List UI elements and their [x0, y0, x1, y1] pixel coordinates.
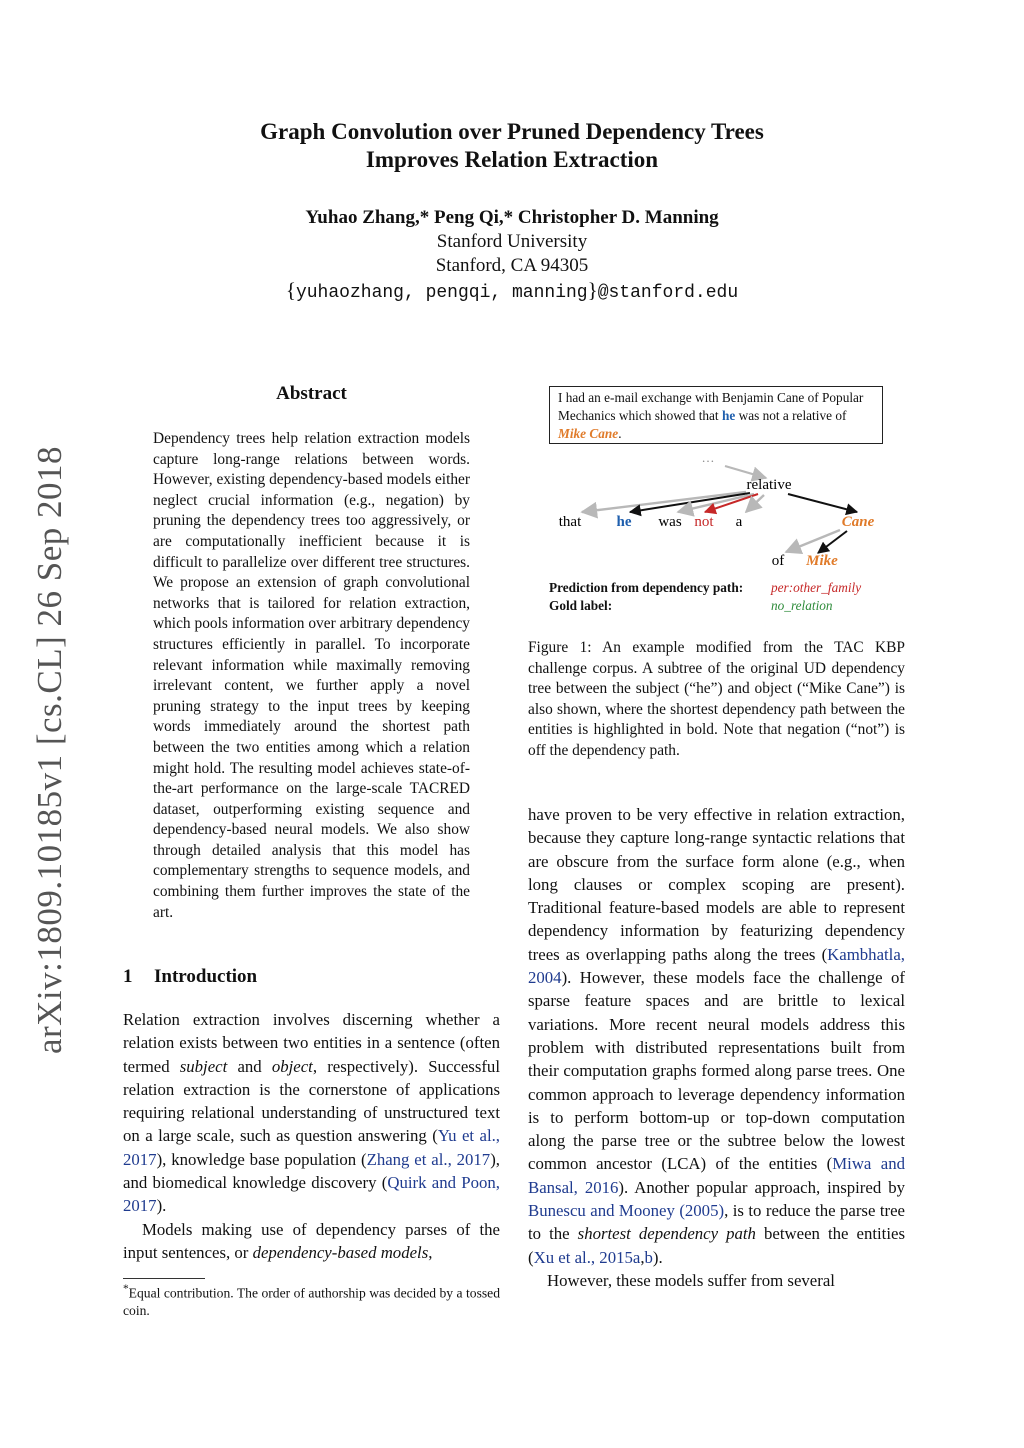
dependency-tree-svg: [520, 448, 900, 578]
footnote-text: Equal contribution. The order of authorship was decided by a tossed coin.: [123, 1285, 500, 1318]
footnote-divider: [123, 1278, 205, 1279]
figure-sentence-box: [549, 386, 883, 444]
paper-title: [0, 118, 1024, 174]
text-run: ), and biomedical knowledge discovery (: [123, 1149, 500, 1193]
tree-root-relative: relative: [746, 477, 792, 493]
term-object: object: [271, 1056, 313, 1076]
text-run: and: [227, 1056, 272, 1076]
text-run: ,: [640, 1247, 645, 1267]
citation-link[interactable]: Miwa and Bansal, 2016: [528, 1154, 905, 1197]
tree-ellipsis: …: [701, 450, 715, 465]
abstract-heading: Abstract: [276, 383, 347, 404]
prediction-value: per:other_family: [771, 580, 862, 595]
text-run: ). Another popular approach, inspired by: [618, 1177, 905, 1197]
edge-cane-of: [786, 530, 840, 552]
title-line-2: Improves Relation Extraction: [365, 147, 659, 172]
text-run: Models making use of dependency parses of the input sentences, or: [123, 1219, 500, 1262]
tree-word-that: that: [558, 514, 582, 530]
figure-caption: Figure 1: An example modified from the TAC KBP challenge corpus. A subtree of the original UD dependency tree between the subject (“he”) and object (“Mike Cane”) is also shown, where the shortest dependency path between the entities is highlighted in bold. Note that negation (“not”) is off the dependency path.: [528, 639, 905, 759]
footnote: [123, 1281, 500, 1319]
section-title: Introduction: [154, 966, 258, 987]
text-run: , respectively). Successful relation extraction is the cornerstone of applications requiring relational understanding of unstructured text on a large scale, such as question answering (: [123, 1056, 500, 1146]
intro-paragraph-2: [123, 1218, 500, 1265]
tree-word-mike: Mike: [806, 553, 838, 569]
text-run: ,: [428, 1242, 433, 1262]
affiliation: Stanford University: [436, 231, 588, 252]
citation-link[interactable]: Kambhatla, 2004: [528, 944, 905, 988]
right-paragraph-2: However, these models suffer from several: [547, 1270, 835, 1290]
tree-word-not: not: [694, 514, 714, 530]
section-number: 1: [123, 966, 133, 987]
text-run: was not a relative of: [735, 408, 847, 423]
email-brace-open: {: [285, 278, 296, 302]
text-run: ), knowledge base population (: [156, 1149, 367, 1169]
prediction-label: Prediction from dependency path:: [549, 580, 744, 595]
left-column-text: [123, 1008, 500, 1264]
arxiv-identifier: arXiv:1809.10185v1 [cs.CL] 26 Sep 2018: [30, 445, 69, 1055]
citation-link[interactable]: Xu et al., 2015a: [533, 1247, 641, 1267]
author-block: [0, 206, 1024, 305]
email-names: yuhaozhang, pengqi, manning: [295, 283, 588, 303]
citation-link[interactable]: Quirk and Poon, 2017: [123, 1173, 500, 1216]
text-run: Relation extraction involves discerning whether a relation exists between two entities in a sentence (often termed: [123, 1010, 500, 1076]
abstract-text: Dependency trees help relation extraction models capture long-range relations between words. However, existing dependency-based models either neglect crucial information (e.g., negation) by pruning the dependency trees too aggressively, or are computationally inefficient because it is difficult to parallelize over different tree structures. We propose an extension of graph convolutional networks that is tailored for relation extraction, which pools information over arbitrary dependency structures efficiently in parallel. To incorporate relevant information while maximally removing irrelevant content, we further apply a novel pruning strategy to the input trees by keeping words immediately around the shortest path between the two entities among which a relation might hold. The resulting model achieves state-of-the-art performance on the large-scale TACRED dataset, outperforming existing sequence and dependency-based neural models. We also show through detailed analysis that this model has complementary strengths to sequence models, and combining them further improves the state of the art.: [153, 430, 470, 921]
text-run: .: [618, 426, 622, 441]
citation-link[interactable]: Yu et al., 2017: [123, 1126, 500, 1169]
text-run: ). However, these models face the challenge of sparse feature spaces and are brittle to lexical variations. More recent neural models address this problem with distributed representations built from their computation graphs formed along parse trees. One common approach to leverage dependency information is to perform bottom-up or top-down computation along the parse tree or the subtree below the lowest common ancestor (LCA) of the entities (: [528, 968, 905, 1174]
right-column-text: [528, 803, 905, 1292]
citation-link[interactable]: b: [644, 1247, 653, 1267]
object-entity: Mike Cane: [558, 426, 619, 441]
gold-value: no_relation: [771, 598, 833, 613]
figure-label-values: [771, 579, 861, 615]
tree-word-cane: Cane: [841, 514, 875, 530]
edge-relative-cane: [788, 494, 857, 512]
figure-labels: [549, 579, 743, 615]
tree-word-a: a: [735, 514, 743, 530]
text-run: , is to reduce the parse tree to the: [528, 1201, 905, 1244]
text-run: ).: [156, 1196, 167, 1216]
citation-link[interactable]: Bunescu and Mooney (2005): [528, 1201, 725, 1221]
tree-word-was: was: [658, 514, 682, 530]
abstract-body: [153, 429, 470, 923]
email-domain: @stanford.edu: [597, 283, 739, 303]
address: Stanford, CA 94305: [435, 255, 589, 276]
tree-word-he: he: [616, 514, 632, 530]
text-run: between the entities (: [528, 1224, 905, 1267]
term-subject: subject: [179, 1056, 228, 1076]
citation-link[interactable]: Zhang et al., 2017: [366, 1149, 491, 1169]
footnote-mark: *: [123, 1283, 129, 1295]
text-run: I had an e-mail exchange with Benjamin Cane of Popular Mechanics which showed that: [558, 390, 864, 423]
intro-paragraph-1: [123, 1008, 500, 1218]
gold-label: Gold label:: [549, 598, 613, 613]
subject-entity: he: [721, 408, 736, 423]
tree-word-of: of: [771, 553, 785, 569]
right-paragraph-1: [528, 803, 905, 1269]
author-names: Yuhao Zhang,* Peng Qi,* Christopher D. Manning: [305, 207, 719, 228]
term-shortest-dependency-path: shortest dependency path: [577, 1224, 756, 1244]
term-dependency-based-models: dependency-based models: [252, 1242, 429, 1262]
text-run: have proven to be very effective in relation extraction, because they capture long-range syntactic relations that are obscure from the surface form alone (e.g., when long clauses or complex scoping are present). Traditional feature-based models are able to represent dependency information by featurizing dependency trees as overlapping paths along the trees (: [528, 805, 905, 964]
section-heading-introduction: [123, 966, 257, 988]
title-line-1: Graph Convolution over Pruned Dependency Trees: [260, 119, 764, 144]
email-line: [0, 278, 1024, 305]
dependency-tree: [520, 448, 900, 583]
email-brace-close: }: [587, 278, 598, 302]
text-run: ).: [652, 1247, 663, 1267]
